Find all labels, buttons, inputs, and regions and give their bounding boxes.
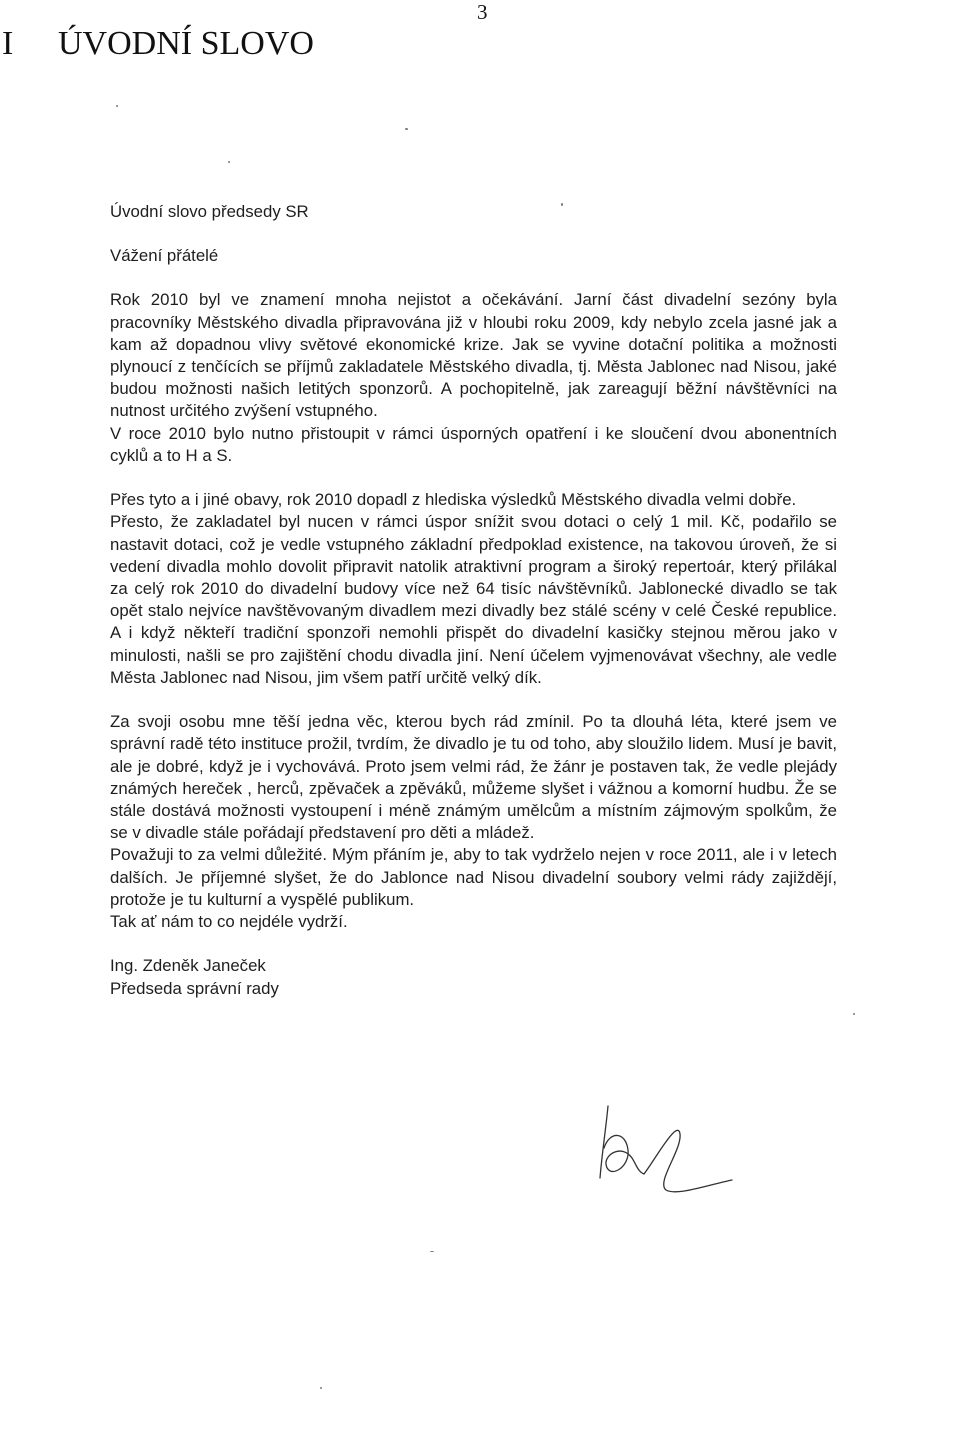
- letter-greeting: Vážení přátelé: [110, 246, 219, 266]
- scan-speck: [405, 128, 408, 130]
- letter-paragraph: Za svoji osobu mne těší jedna věc, kterou bych rád zmínil. Po ta dlouhá léta, které jsem ve správní radě této instituce prožil, tvrdím, že divadlo je tu od toho, aby sloužilo lidem. Musí je bavit, ale je dobré, když je i vychovává. Proto jsem velmi rád, že žánr je postaven tak, že vedle plejády známých hereček , herců, zpěvaček a zpěváků, můžeme slyšet i vážnou a komorní hudbu. Že se stále dostává možnosti vystoupení i méně známým umělcům a místním zájmovým spolkům, že se v divadle stále pořádají představení pro děti a mládež.: [110, 712, 837, 843]
- page-number: 3: [477, 0, 488, 24]
- letter-closing: Tak ať nám to co nejdéle vydrží.: [110, 912, 348, 932]
- scan-speck: [320, 1387, 322, 1389]
- letter-paragraph: Přes tyto a i jiné obavy, rok 2010 dopadl z hlediska výsledků Městského divadla velmi dobře.: [110, 490, 797, 510]
- letter-subtitle: Úvodní slovo předsedy SR: [110, 202, 309, 221]
- signer-name: Ing. Zdeněk Janeček: [110, 956, 266, 976]
- letter-paragraph: Rok 2010 byl ve znamení mnoha nejistot a očekávání. Jarní část divadelní sezóny byla pracovníky Městského divadla připravována již v hloubi roku 2009, kdy nebylo zcela jasné jak a kam až dopadnou vlivy světové ekonomické krize. Jak se vyvine dotační politika a možnosti plynoucí z tenčících se příjmů zakladatele Městského divadla, tj. Města Jablonec nad Nisou, jaké budou možnosti našich letitých sponzorů. A pochopitelně, jak zareagují běžní návštěvníci na nutnost určitého zvýšení vstupného.: [110, 290, 837, 421]
- scan-speck: [228, 161, 230, 163]
- scan-speck: [430, 1251, 434, 1252]
- chapter-heading: [2, 24, 314, 64]
- letter-paragraph: Přesto, že zakladatel byl nucen v rámci úspor snížit svou dotaci o celý 1 mil. Kč, podařilo se nastavit dotaci, což je vedle vstupného základní předpoklad existence, na takovou úroveň, že si vedení divadla mohlo dovolit připravit natolik atraktivní program a široký repertoár, který přilákal za celý rok 2010 do divadelní budovy více než 64 tisíc návštěvníků. Jablonecké divadlo se tak opět stalo nejvíce navštěvovaným divadlem mezi divadly bez stálé scény v celé České republice. A i když někteří tradiční sponzoři nemohli přispět do divadelní kasičky stejnou měrou jako v minulosti, našli se pro zajištění chodu divadla jiní. Není účelem vyjmenovávat všechny, ale vedle Města Jablonec nad Nisou, jim všem patří určitě velký dík.: [110, 512, 837, 687]
- chapter-number: I: [2, 25, 14, 62]
- scan-speck: [561, 203, 563, 206]
- letter-paragraph: V roce 2010 bylo nutno přistoupit v rámci úsporných opatření i ke sloučení dvou abonentních cyklů a to H a S.: [110, 423, 837, 465]
- letter-paragraph: Považuji to za velmi důležité. Mým přáním je, aby to tak vydrželo nejen v roce 2011, ale i v letech dalších. Je příjemné slyšet, že do Jablonce nad Nisou divadelní soubory velmi rády zajiždějí, protože je tu kulturní a vyspělé publikum.: [110, 845, 837, 909]
- letter-body: [110, 201, 837, 1000]
- chapter-title: ÚVODNÍ SLOVO: [58, 25, 314, 62]
- scan-speck: [116, 105, 118, 107]
- scan-speck: [853, 1013, 855, 1015]
- handwritten-signature: [586, 1098, 736, 1198]
- signer-role: Předseda správní rady: [110, 978, 279, 998]
